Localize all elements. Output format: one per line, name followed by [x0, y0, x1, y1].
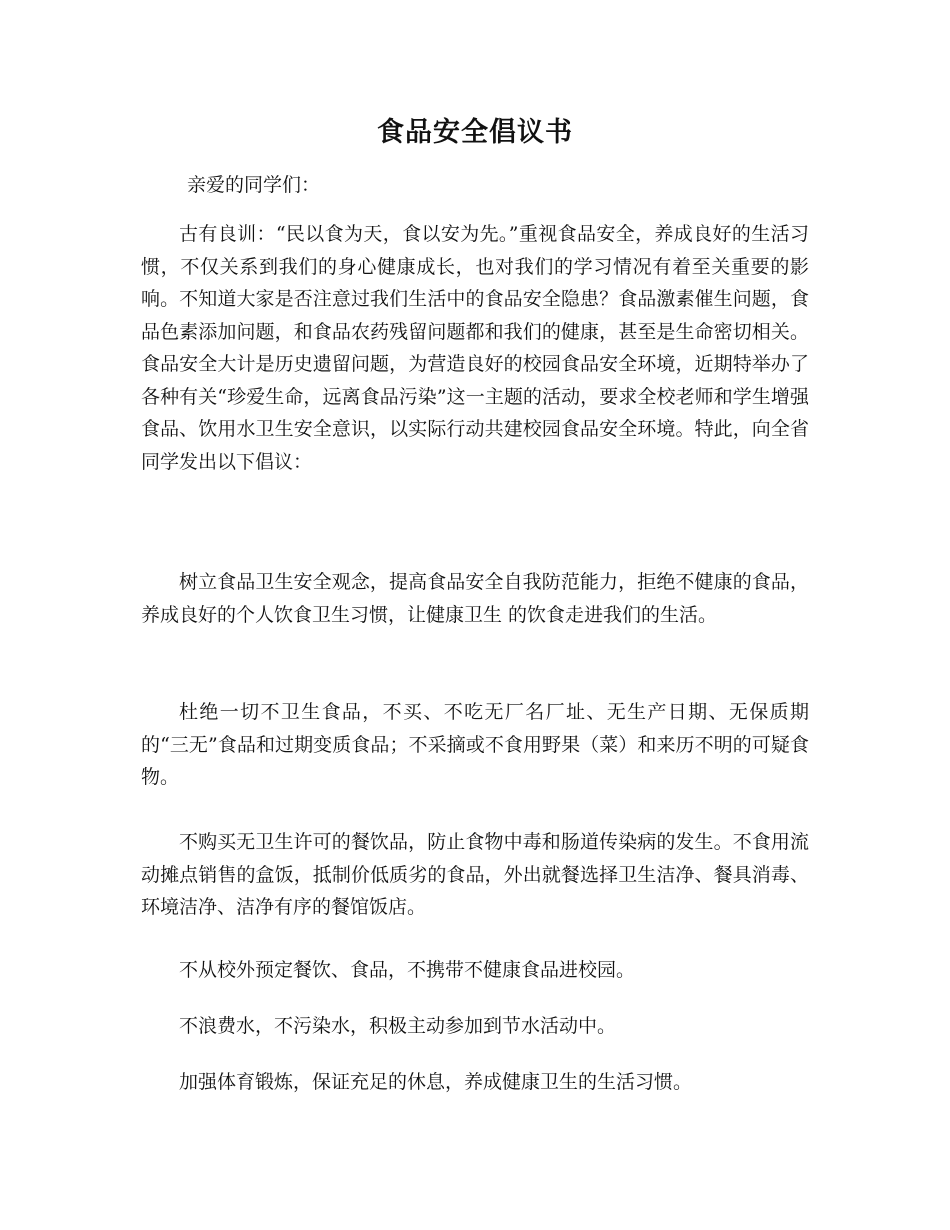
paragraph-proposal-1: 树立食品卫生安全观念，提高食品安全自我防范能力，拒绝不健康的食品，养成良好的个人饮食卫生习惯，让健康卫生 的饮食走进我们的生活。	[141, 571, 809, 626]
greeting: 亲爱的同学们：	[187, 174, 321, 196]
document-title: 食品安全倡议书	[377, 117, 573, 148]
paragraph-proposal-3: 不购买无卫生许可的餐饮品，防止食物中毒和肠道传染病的发生。不食用流动摊点销售的盒饭，抵制价低质劣的食品，外出就餐选择卫生洁净、餐具消毒、环境洁净、洁净有序的餐馆饭店。	[141, 831, 809, 918]
paragraph-proposal-2: 杜绝一切不卫生食品，不买、不吃无厂名厂址、无生产日期、无保质期的“三无”食品和过期变质食品；不采摘或不食用野果（菜）和来历不明的可疑食物。	[141, 701, 809, 788]
paragraph-intro: 古有良训：“民以食为天，食以安为先。”重视食品安全，养成良好的生活习惯，不仅关系到我们的身心健康成长，也对我们的学习情况有着至关重要的影响。不知道大家是否注意过我们生活中的食品安全隐患？食品激素催生问题，食品色素添加问题，和食品农药残留问题都和我们的健康，甚至是生命密切相关。食品安全大计是历史遗留问题，为营造良好的校园食品安全环境，近期特举办了各种有关“珍爱生命，远离食品污染”这一主题的活动，要求全校老师和学生增强食品、饮用水卫生安全意识，以实际行动共建校园食品安全环境。特此，向全省同学发出以下倡议：	[141, 223, 809, 473]
paragraph-proposal-5: 不浪费水，不污染水，积极主动参加到节水活动中。	[179, 1015, 617, 1037]
paragraph-proposal-4: 不从校外预定餐饮、食品，不携带不健康食品进校园。	[179, 959, 636, 981]
paragraph-proposal-6: 加强体育锻炼，保证充足的休息，养成健康卫生的生活习惯。	[179, 1071, 693, 1093]
